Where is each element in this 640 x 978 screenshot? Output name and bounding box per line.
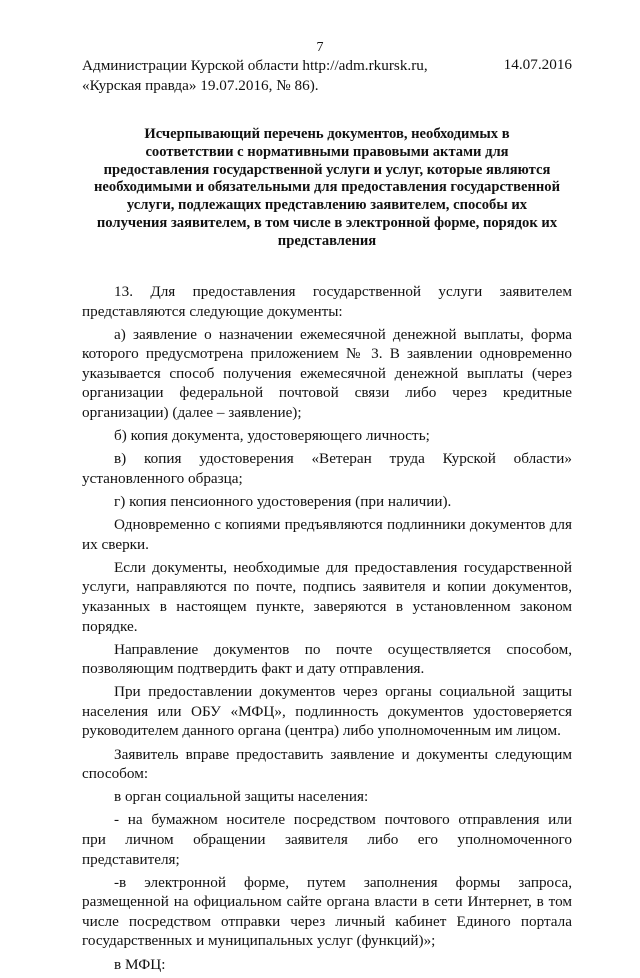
- paragraph-first-line: в) копия удостоверения «Ветеран труда Курской области»: [114, 450, 572, 468]
- paragraph-first-line: б) копия документа, удостоверяющего личность;: [114, 427, 430, 445]
- paragraph-first-line: а) заявление о назначении ежемесячной денежной выплаты, форма: [114, 325, 572, 343]
- paragraph-rest: представляются следующие документы:: [82, 302, 343, 320]
- header-line-2: «Курская правда» 19.07.2016, № 86).: [82, 77, 319, 94]
- paragraph: [82, 449, 572, 488]
- paragraph-first-line: Заявитель вправе предоставить заявление и документы следующим: [114, 745, 572, 763]
- paragraph: [82, 810, 572, 869]
- paragraph: [82, 640, 572, 679]
- paragraph: [82, 492, 572, 512]
- heading-line: предоставления государственной услуги и услуг, которые являются: [103, 161, 551, 178]
- paragraph: [82, 745, 572, 784]
- paragraph-first-line: г) копия пенсионного удостоверения (при наличии).: [114, 492, 452, 510]
- paragraph-first-line: - на бумажном носителе посредством почтового отправления или: [114, 811, 572, 829]
- paragraph-first-line: Направление документов по почте осуществляется способом,: [114, 640, 572, 658]
- heading-line: услуги, подлежащих представлению заявителем, способы их: [126, 197, 528, 214]
- paragraph-first-line: 13. Для предоставления государственной услуги заявителем: [114, 283, 572, 300]
- paragraph-first-line: Одновременно с копиями предъявляются подлинники документов для: [114, 516, 572, 534]
- paragraph: [82, 515, 572, 554]
- paragraph-rest: которого предусмотрена приложением № 3. В заявлении одновременно указывается способ получения ежемесячной денежной выплаты (через организации федеральной почтовой связи либо через кредитные организации) (далее – заявление);: [82, 345, 572, 422]
- paragraph-rest: при личном обращении заявителя либо его уполномоченного представителя;: [82, 830, 572, 868]
- paragraph: [82, 873, 572, 951]
- paragraph-first-line: При предоставлении документов через органы социальной защиты: [114, 683, 572, 701]
- paragraph: [82, 682, 572, 741]
- paragraph-rest: размещенной на официальном сайте органа власти в сети Интернет, в том числе посредством отправки через личный кабинет Единого портала государственных и муниципальных услуг (функций)»;: [82, 893, 572, 950]
- paragraph-rest: установленного образца;: [82, 469, 243, 487]
- paragraph: [82, 558, 572, 636]
- paragraph-rest: способом:: [82, 765, 149, 783]
- heading-line: представления: [277, 232, 377, 249]
- page-number: 7: [316, 40, 324, 55]
- paragraph-first-line: в орган социальной защиты населения:: [114, 788, 369, 806]
- header-date: 14.07.2016: [503, 56, 572, 73]
- heading-line: соответствии с нормативными правовыми актами для: [145, 143, 509, 160]
- document-body: [82, 282, 572, 978]
- heading-line: необходимыми и обязательными для предоставления государственной: [94, 179, 560, 196]
- paragraph: [82, 426, 572, 446]
- header-line-1: Администрации Курской области http://adm.rkursk.ru,: [82, 57, 428, 74]
- paragraph-rest: населения или ОБУ «МФЦ», подлинность документов удостоверяется руководителем данного органа (центра) либо уполномоченным им лицом.: [82, 702, 572, 740]
- paragraph: [82, 787, 572, 807]
- section-heading: [82, 126, 572, 251]
- heading-line: Исчерпывающий перечень документов, необходимых в: [144, 126, 510, 142]
- paragraph: [82, 282, 572, 321]
- paragraph: [82, 325, 572, 423]
- paragraph-first-line: в МФЦ:: [114, 955, 166, 973]
- paragraph-rest: услуги, направляются по почте, подпись заявителя и копии документов, указанных в настоящем пункте, заверяются в установленном законом порядке.: [82, 578, 572, 635]
- paragraph-first-line: Если документы, необходимые для предоставления государственной: [114, 558, 572, 576]
- paragraph-rest: позволяющим подтвердить факт и дату отправления.: [82, 660, 425, 678]
- heading-line: получения заявителем, в том числе в электронной форме, порядок их: [96, 214, 558, 231]
- paragraph: [82, 955, 572, 975]
- paragraph-first-line: -в электронной форме, путем заполнения формы запроса,: [114, 873, 572, 891]
- paragraph-rest: их сверки.: [82, 535, 149, 553]
